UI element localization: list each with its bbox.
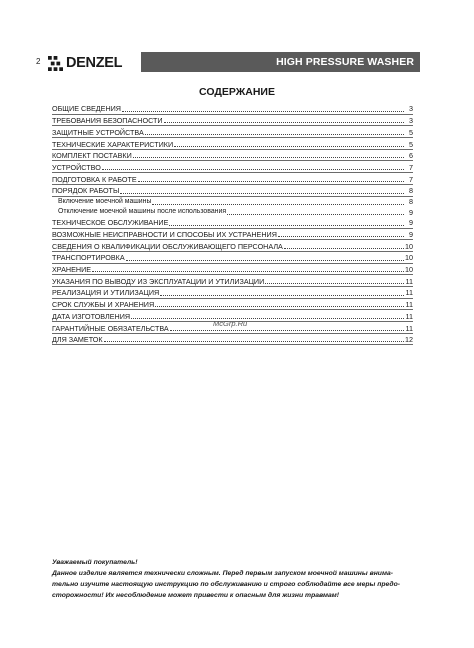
toc-item-label: ГАРАНТИЙНЫЕ ОБЯЗАТЕЛЬСТВА xyxy=(52,323,169,333)
toc-item-label: ТРЕБОВАНИЯ БЕЗОПАСНОСТИ xyxy=(52,116,163,126)
toc-item[interactable] xyxy=(52,138,413,150)
toc-leader-dots xyxy=(104,341,404,342)
toc-leader-dots xyxy=(160,295,404,296)
toc-item-label: ТЕХНИЧЕСКИЕ ХАРАКТЕРИСТИКИ xyxy=(52,139,174,149)
toc-item-label: УСТРОЙСТВО xyxy=(52,162,101,172)
notice-line: тельно изучите настоящую инструкцию по обслуживанию и строго соблюдайте все меры предо- xyxy=(52,581,400,588)
toc-item-label: КОМПЛЕКТ ПОСТАВКИ xyxy=(52,151,132,161)
toc-item-label: ОБЩИЕ СВЕДЕНИЯ xyxy=(52,104,121,114)
toc-item[interactable] xyxy=(52,126,413,138)
toc-item[interactable] xyxy=(52,217,413,229)
toc-item-label: ТРАНСПОРТИРОВКА xyxy=(52,253,125,263)
toc-item-page: 5 xyxy=(409,127,413,137)
toc-item[interactable] xyxy=(52,334,413,346)
header-bar xyxy=(141,52,420,72)
toc-leader-dots xyxy=(227,214,404,215)
toc-item[interactable] xyxy=(52,161,413,173)
toc-item-page: 9 xyxy=(409,218,413,228)
toc-item-page: 8 xyxy=(409,197,413,207)
notice-line: сторожности! Их несоблюдение может привести к опасным для жизни травмам! xyxy=(52,592,340,599)
toc-item-label: ЗАЩИТНЫЕ УСТРОЙСТВА xyxy=(52,127,144,137)
toc-item[interactable] xyxy=(52,173,413,185)
toc-item-page: 8 xyxy=(409,186,413,196)
toc-item[interactable] xyxy=(52,252,413,264)
header-title: HIGH PRESSURE WASHER xyxy=(276,56,414,68)
toc-leader-dots xyxy=(169,225,404,226)
toc-item-label: ВОЗМОЖНЫЕ НЕИСПРАВНОСТИ И СПОСОБЫ ИХ УСТРАНЕНИЯ xyxy=(52,230,277,240)
toc-leader-dots xyxy=(131,318,404,319)
notice-line: Данное изделие является технически сложным. Перед первым запуском моечной машины внима- xyxy=(52,570,394,577)
toc-item[interactable] xyxy=(52,299,413,311)
toc-item-page: 11 xyxy=(405,311,413,321)
toc-subitem[interactable] xyxy=(52,197,413,207)
toc-item[interactable] xyxy=(52,115,413,127)
toc-leader-dots xyxy=(138,181,404,182)
toc-leader-dots xyxy=(278,236,404,237)
toc-leader-dots xyxy=(284,248,404,249)
toc-item-label: СВЕДЕНИЯ О КВАЛИФИКАЦИИ ОБСЛУЖИВАЮЩЕГО ПЕРСОНАЛА xyxy=(52,241,283,251)
toc-item-page: 11 xyxy=(405,300,413,310)
toc-item-page: 7 xyxy=(409,174,413,184)
toc-leader-dots xyxy=(133,157,404,158)
toc-item-page: 9 xyxy=(409,207,413,217)
toc-item-page: 11 xyxy=(405,288,413,298)
toc-item-label: ДАТА ИЗГОТОВЛЕНИЯ xyxy=(52,311,131,321)
toc-item-label: Включение моечной машины xyxy=(52,199,151,207)
toc-item-page: 3 xyxy=(409,116,413,126)
toc-item[interactable] xyxy=(52,185,413,197)
toc-item-label: ХРАНЕНИЕ xyxy=(52,265,92,275)
toc-item[interactable] xyxy=(52,275,413,287)
toc-item-label: ДЛЯ ЗАМЕТОК xyxy=(52,335,103,345)
toc-item-label: ТЕХНИЧЕСКОЕ ОБСЛУЖИВАНИЕ xyxy=(52,218,169,228)
toc-leader-dots xyxy=(122,111,404,112)
toc-leader-dots xyxy=(174,146,404,147)
toc-item[interactable] xyxy=(52,150,413,162)
toc-item[interactable] xyxy=(52,240,413,252)
table-of-contents xyxy=(52,103,413,345)
toc-item-page: 11 xyxy=(405,276,413,286)
brand-name: DENZEL xyxy=(66,54,123,71)
toc-item-page: 11 xyxy=(405,323,413,333)
toc-item-label: УКАЗАНИЯ ПО ВЫВОДУ ИЗ ЭКСПЛУАТАЦИИ И УТИЛИЗАЦИИ xyxy=(52,276,265,286)
toc-item[interactable] xyxy=(52,287,413,299)
toc-item[interactable] xyxy=(52,103,413,115)
watermark: McGrp.Ru xyxy=(213,319,248,328)
toc-leader-dots xyxy=(170,330,404,331)
toc-leader-dots xyxy=(152,204,404,205)
brand-logo xyxy=(48,53,122,73)
toc-item-page: 7 xyxy=(409,162,413,172)
toc-leader-dots xyxy=(102,169,404,170)
denzel-logo-icon xyxy=(48,56,63,71)
toc-leader-dots xyxy=(126,260,404,261)
toc-item-page: 12 xyxy=(405,335,413,345)
toc-item-page: 9 xyxy=(409,230,413,240)
toc-item-page: 3 xyxy=(409,104,413,114)
toc-item-label: ПОРЯДОК РАБОТЫ xyxy=(52,186,120,196)
toc-item[interactable] xyxy=(52,229,413,241)
toc-leader-dots xyxy=(265,283,404,284)
toc-item-label: СРОК СЛУЖБЫ И ХРАНЕНИЯ xyxy=(52,300,155,310)
notice-heading: Уважаемый покупатель! xyxy=(52,559,138,566)
toc-title: СОДЕРЖАНИЕ xyxy=(199,86,275,98)
toc-leader-dots xyxy=(120,193,404,194)
customer-notice xyxy=(52,557,422,601)
toc-leader-dots xyxy=(145,134,404,135)
page-number: 2 xyxy=(36,57,41,66)
toc-item-label: Отключение моечной машины после использования xyxy=(52,209,226,217)
toc-subitem[interactable] xyxy=(52,207,413,217)
toc-item-page: 5 xyxy=(409,139,413,149)
toc-item-label: ПОДГОТОВКА К РАБОТЕ xyxy=(52,174,137,184)
toc-item-page: 10 xyxy=(405,241,413,251)
toc-leader-dots xyxy=(164,122,404,123)
toc-item-page: 10 xyxy=(405,265,413,275)
toc-item[interactable] xyxy=(52,264,413,276)
toc-leader-dots xyxy=(92,271,404,272)
toc-item-page: 6 xyxy=(409,151,413,161)
toc-item-label: РЕАЛИЗАЦИЯ И УТИЛИЗАЦИЯ xyxy=(52,288,160,298)
toc-leader-dots xyxy=(155,306,404,307)
toc-item-page: 10 xyxy=(405,253,413,263)
